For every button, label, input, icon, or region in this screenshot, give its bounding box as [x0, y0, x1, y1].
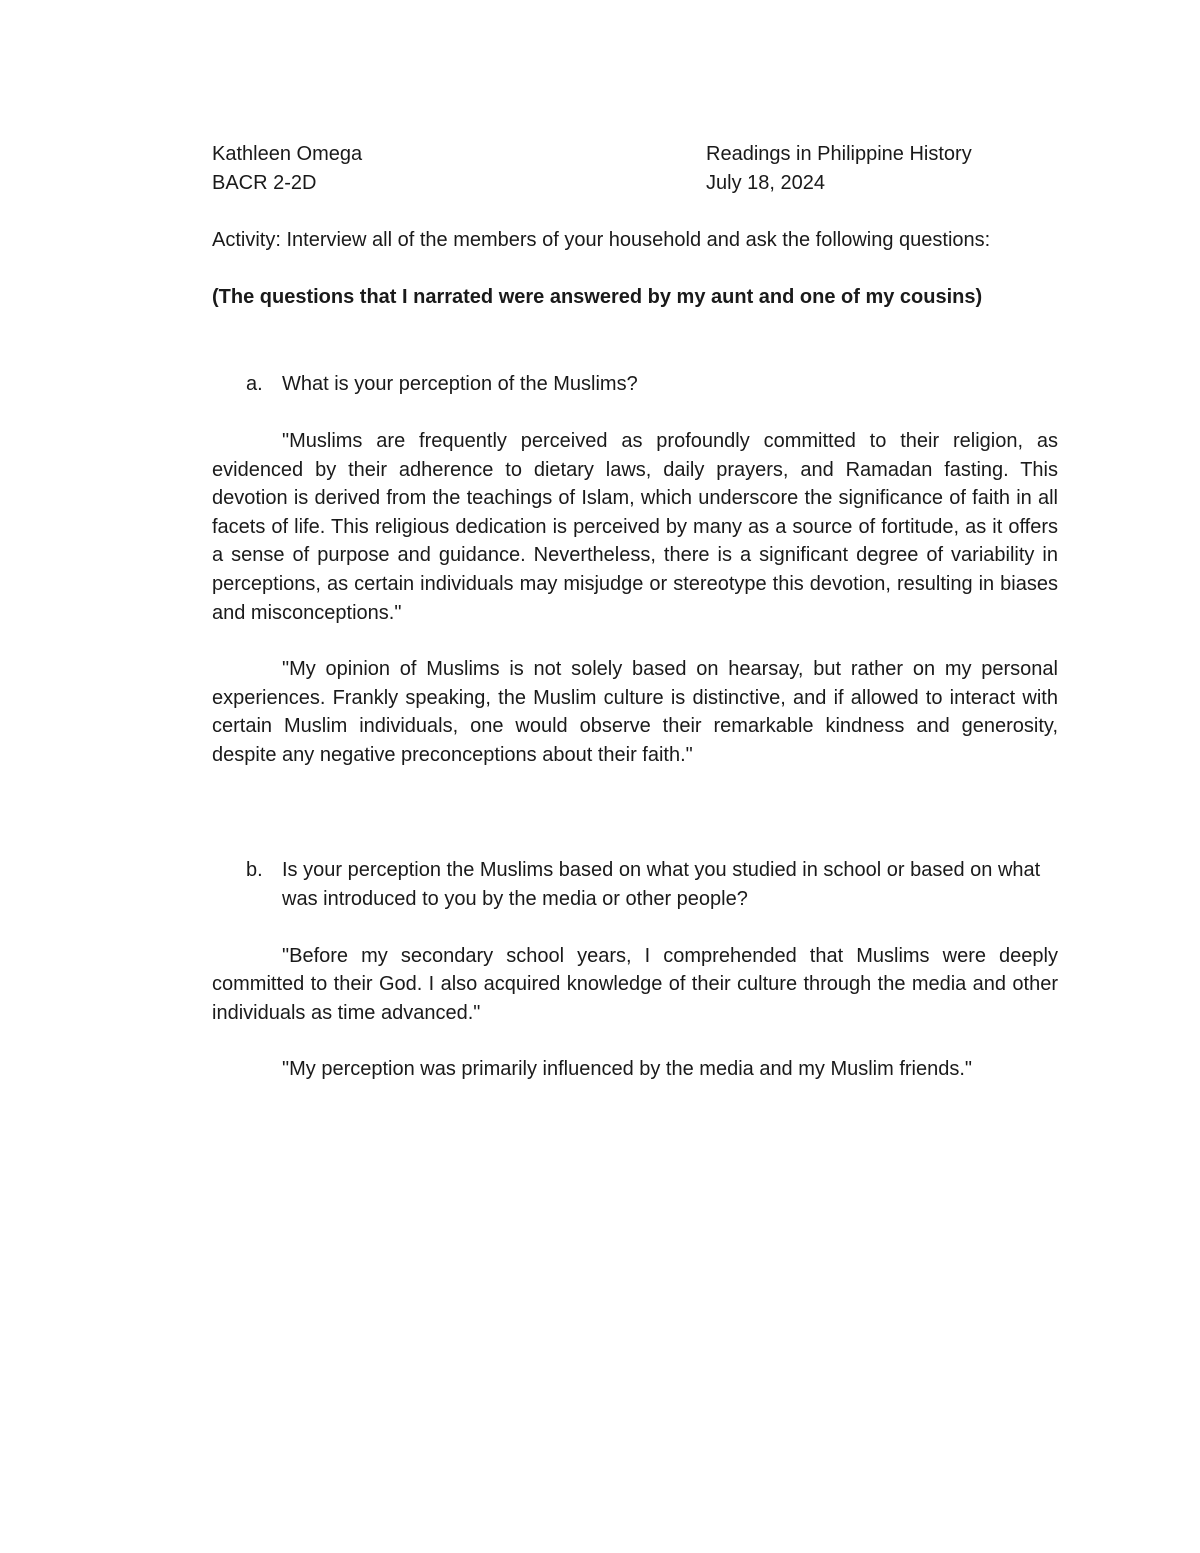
question-b — [212, 856, 1058, 914]
question-block-b — [212, 856, 1058, 1084]
header-row-2 — [212, 169, 1058, 198]
answer-paragraph: "Muslims are frequently perceived as profoundly committed to their religion, as evidenced by their adherence to dietary laws, daily prayers, and Ramadan fasting. This devotion is derived from the teachings of Islam, which underscore the significance of faith in all facets of life. This religious dedication is perceived by many as a source of fortitude, as it offers a sense of purpose and guidance. Nevertheless, there is a significant degree of variability in perceptions, as certain individuals may misjudge or stereotype this devotion, resulting in biases and misconceptions." — [212, 430, 1058, 624]
activity-instruction: Activity: Interview all of the members of your household and ask the following questions: — [212, 229, 991, 251]
question-a — [212, 370, 1058, 399]
answer-paragraph: "Before my secondary school years, I comprehended that Muslims were deeply committed to their God. I also acquired knowledge of their culture through the media and other individuals as time advanced." — [212, 944, 1058, 1024]
respondent-note: (The questions that I narrated were answered by my aunt and one of my cousins) — [212, 286, 983, 308]
student-section: BACR 2-2D — [212, 172, 317, 194]
answer-paragraph: "My perception was primarily influenced by the media and my Muslim friends." — [282, 1058, 973, 1081]
answer-paragraph: "My opinion of Muslims is not solely based on hearsay, but rather on my personal experiences. Frankly speaking, the Muslim culture is distinctive, and if allowed to interact with certain Muslim individuals, one would observe their remarkable kindness and generosity, despite any negative preconceptions about their faith." — [212, 658, 1058, 766]
student-name: Kathleen Omega — [212, 143, 363, 165]
question-marker: a. — [246, 373, 263, 395]
header-row-1 — [212, 140, 1058, 169]
question-text: Is your perception the Muslims based on what you studied in school or based on what was introduced to you by the media or other people? — [282, 858, 1041, 910]
course-title: Readings in Philippine History — [706, 143, 972, 165]
question-text: What is your perception of the Muslims? — [282, 373, 638, 395]
document-date: July 18, 2024 — [706, 172, 825, 194]
question-marker: b. — [246, 858, 263, 881]
document-page — [212, 140, 1058, 1084]
question-block-a — [212, 370, 1058, 770]
